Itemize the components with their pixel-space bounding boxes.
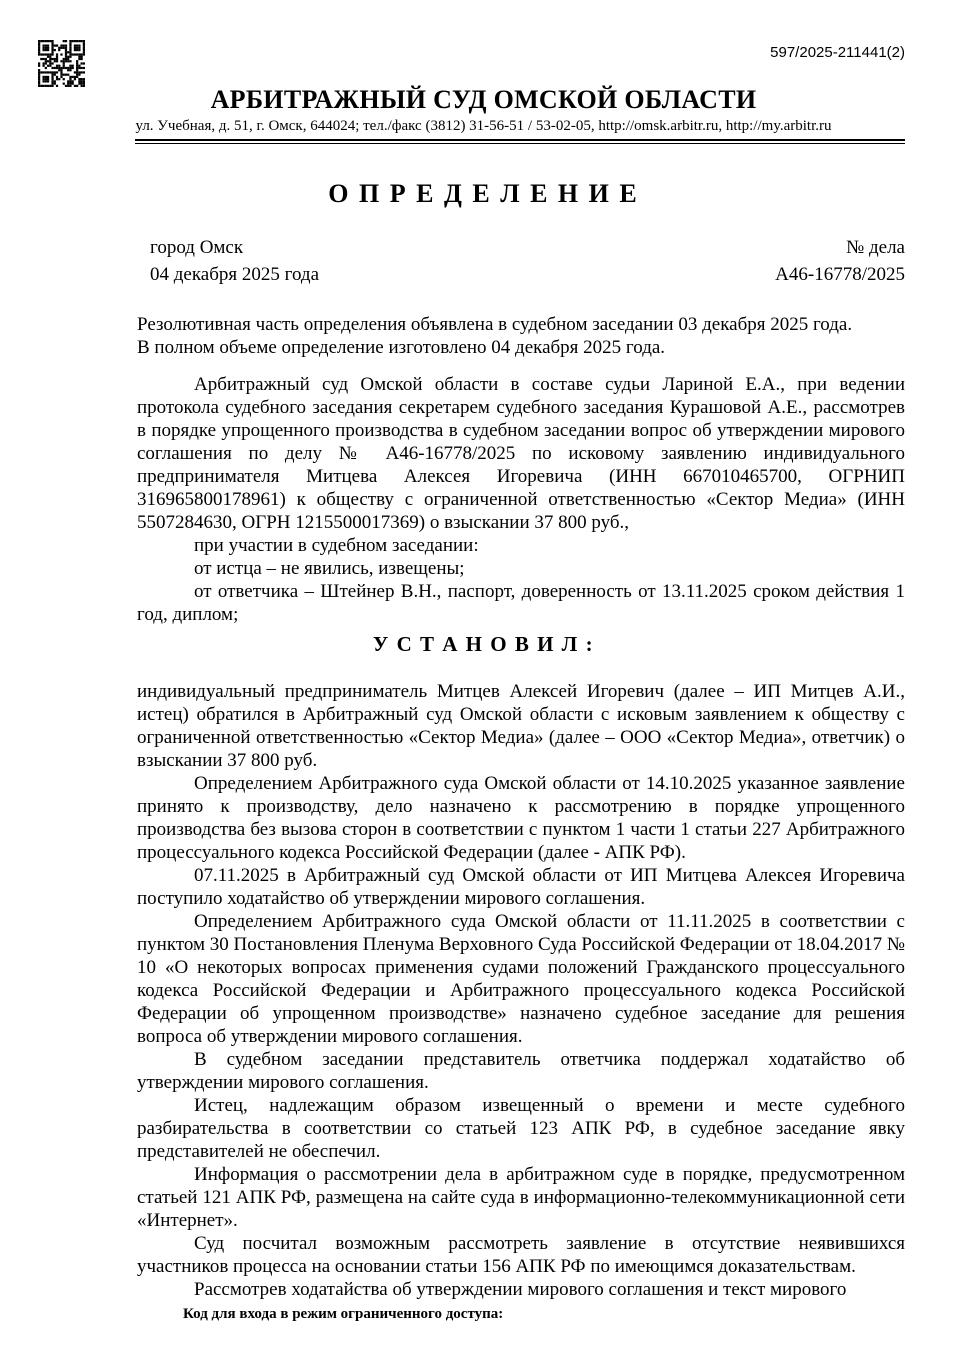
- findings-paragraph: Определением Арбитражного суда Омской области от 11.11.2025 в соответствии с пунктом 30 Постановления Пленума Верховного Суда Российской Федерации от 18.04.2017 № 10 «О некоторых вопросах применения судами положений Гражданского процессуального кодекса Российской Федерации и Арбитражного процессуального кодекса Российской Федерации об упрощенном производстве» назначено судебное заседание для решения вопроса об утверждении мирового соглашения.: [137, 911, 905, 1047]
- findings-paragraph: индивидуальный предприниматель Митцев Алексей Игоревич (далее – ИП Митцев А.И., истец) обратился в Арбитражный суд Омской области с исковым заявлением к обществу с ограниченной ответственностью «Сектор Медиа» (далее – ООО «Сектор Медиа», ответчик) о взыскании 37 800 руб.: [137, 681, 905, 771]
- introduction-paragraph: Арбитражный суд Омской области в составе судьи Лариной Е.А., при ведении протокола судебного заседания секретарем судебного заседания Курашовой А.Е., рассмотрев в порядке упрощенного производства в судебном заседании вопрос об утверждении мирового соглашения по делу № А46-16778/2025 по исковому заявлению индивидуального предпринимателя Митцева Алексея Игоревича (ИНН 667010465700, ОГРНИП 316965800178961) к обществу с ограниченной ответственностью «Сектор Медиа» (ИНН 5507284630, ОГРН 1215500017369) о взыскании 37 800 руб.,: [137, 374, 905, 533]
- header-divider: [135, 139, 905, 144]
- findings-paragraph: Рассмотрев ходатайства об утверждении мирового соглашения и текст мирового: [194, 1279, 847, 1300]
- findings-paragraph: Истец, надлежащим образом извещенный о времени и месте судебного разбирательства в соответствии со статьей 123 АПК РФ, в судебное заседание явку представителей не обеспечил.: [137, 1095, 905, 1162]
- resolution-paragraph: Резолютивная часть определения объявлена в судебном заседании 03 декабря 2025 года.: [137, 314, 853, 335]
- place-and-date: [150, 234, 319, 288]
- findings-paragraph: Информация о рассмотрении дела в арбитражном суде в порядке, предусмотренном статьей 121 АПК РФ, размещена на сайте суда в информационно-телекоммуникационной сети «Интернет».: [137, 1164, 905, 1231]
- decision-date: 04 декабря 2025 года: [150, 264, 320, 285]
- court-name: АРБИТРАЖНЫЙ СУД ОМСКОЙ ОБЛАСТИ: [210, 85, 757, 114]
- introduction-paragraph: при участии в судебном заседании:: [194, 535, 479, 556]
- case-meta-row: [0, 234, 967, 288]
- findings-paragraph: В судебном заседании представитель ответчика поддержал ходатайство об утверждении мирового соглашения.: [137, 1049, 905, 1093]
- case-number-block: [775, 234, 905, 288]
- document-registration-number: 597/2025-211441(2): [770, 44, 905, 61]
- introduction-paragraph: от ответчика – Штейнер В.Н., паспорт, доверенность от 13.11.2025 сроком действия 1 год, диплом;: [137, 581, 905, 625]
- resolution-paragraph: В полном объеме определение изготовлено 04 декабря 2025 года.: [137, 337, 666, 358]
- findings-paragraph: 07.11.2025 в Арбитражный суд Омской области от ИП Митцева Алексея Игоревича поступило ходатайство об утверждении мирового соглашения.: [137, 865, 905, 909]
- ustanovil-heading: У С Т А Н О В И Л :: [372, 632, 595, 656]
- findings-paragraph: Суд посчитал возможным рассмотреть заявление в отсутствие неявившихся участников процесса на основании статьи 156 АПК РФ по имеющимся доказательствам.: [137, 1233, 905, 1277]
- findings-block: [0, 680, 967, 1301]
- case-introduction-block: [0, 373, 967, 626]
- city: город Омск: [150, 237, 244, 258]
- court-address: ул. Учебная, д. 51, г. Омск, 644024; тел./факс (3812) 31-56-51 / 53-02-05, http://omsk.arbitr.ru, http://my.arbitr.ru: [135, 118, 832, 134]
- restricted-access-code-label: Код для входа в режим ограниченного доступа:: [183, 1306, 504, 1322]
- introduction-paragraph: от истца – не явились, извещены;: [194, 558, 465, 579]
- case-number-label: № дела: [846, 237, 905, 258]
- qr-code: [38, 40, 85, 87]
- case-number: А46-16778/2025: [775, 264, 905, 285]
- document-title: О П Р Е Д Е Л Е Н И Е: [328, 179, 639, 208]
- qr-code-image: [38, 40, 85, 87]
- findings-paragraph: Определением Арбитражного суда Омской области от 14.10.2025 указанное заявление принято к производству, дело назначено к рассмотрению в порядке упрощенного производства без вызова сторон в соответствии с пунктом 1 части 1 статьи 227 Арбитражного процессуального кодекса Российской Федерации (далее - АПК РФ).: [137, 773, 905, 863]
- resolution-announcement-block: [0, 313, 967, 359]
